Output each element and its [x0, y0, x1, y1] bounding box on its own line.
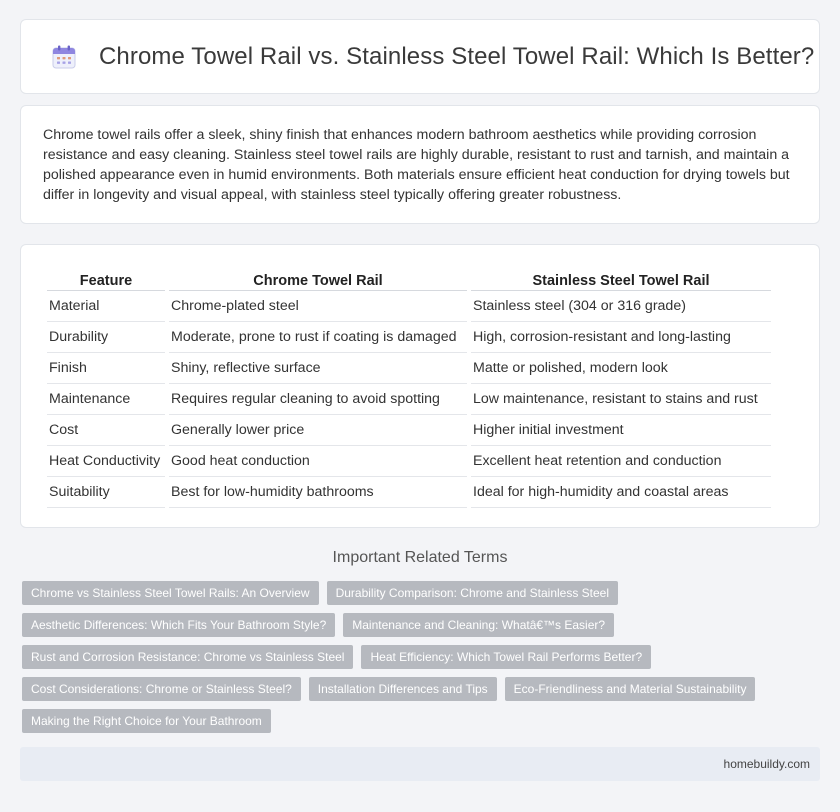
table-row — [47, 415, 771, 446]
comparison-table-card — [20, 244, 820, 528]
footer-site-link[interactable]: homebuildy.com — [723, 757, 810, 771]
table-row — [47, 353, 771, 384]
table-row — [47, 477, 771, 508]
related-term-tag[interactable]: Installation Differences and Tips — [309, 677, 497, 701]
summary-card — [20, 105, 820, 224]
table-cell: Moderate, prone to rust if coating is damaged — [169, 322, 467, 353]
related-term-tag[interactable]: Cost Considerations: Chrome or Stainless Steel? — [22, 677, 301, 701]
table-cell: Requires regular cleaning to avoid spotting — [169, 384, 467, 415]
related-term-tag[interactable]: Eco-Friendliness and Material Sustainability — [505, 677, 756, 701]
table-cell: Suitability — [47, 477, 165, 508]
table-row — [47, 291, 771, 322]
page-title: Chrome Towel Rail vs. Stainless Steel Towel Rail: Which Is Better? — [99, 42, 815, 70]
table-cell: Finish — [47, 353, 165, 384]
related-term-tag[interactable]: Maintenance and Cleaning: Whatâ€™s Easier? — [343, 613, 614, 637]
table-cell: Chrome-plated steel — [169, 291, 467, 322]
tag-row — [22, 613, 802, 637]
table-cell: Heat Conductivity — [47, 446, 165, 477]
table-cell: Material — [47, 291, 165, 322]
related-term-tag[interactable]: Aesthetic Differences: Which Fits Your Bathroom Style? — [22, 613, 335, 637]
table-cell: Low maintenance, resistant to stains and rust — [471, 384, 771, 415]
tag-row — [22, 709, 802, 733]
tag-row — [22, 581, 802, 605]
table-cell: Ideal for high-humidity and coastal areas — [471, 477, 771, 508]
tag-row — [22, 645, 802, 669]
header-chrome: Chrome Towel Rail — [169, 265, 467, 291]
related-terms-list — [22, 581, 802, 741]
table-cell: Excellent heat retention and conduction — [471, 446, 771, 477]
table-cell: Higher initial investment — [471, 415, 771, 446]
table-row — [47, 384, 771, 415]
header-feature: Feature — [47, 265, 165, 291]
related-term-tag[interactable]: Rust and Corrosion Resistance: Chrome vs Stainless Steel — [22, 645, 353, 669]
table-header-row — [47, 265, 771, 291]
summary-text: Chrome towel rails offer a sleek, shiny finish that enhances modern bathroom aesthetics while providing corrosion resistance and easy cleaning. Stainless steel towel rails are highly durable, resistant to rust and tarnish, and maintain a polished appearance even in humid environments. Both materials ensure efficient heat conduction for drying towels but differ in longevity and visual appeal, with stainless steel typically offering greater robustness. — [43, 127, 790, 203]
table-cell: Best for low-humidity bathrooms — [169, 477, 467, 508]
table-cell: Good heat conduction — [169, 446, 467, 477]
table-cell: Shiny, reflective surface — [169, 353, 467, 384]
header-stainless: Stainless Steel Towel Rail — [471, 265, 771, 291]
related-term-tag[interactable]: Heat Efficiency: Which Towel Rail Performs Better? — [361, 645, 651, 669]
table-cell: Generally lower price — [169, 415, 467, 446]
table-cell: Matte or polished, modern look — [471, 353, 771, 384]
table-row — [47, 322, 771, 353]
table-row — [47, 446, 771, 477]
calendar-icon — [51, 44, 77, 70]
table-cell: High, corrosion-resistant and long-lasting — [471, 322, 771, 353]
table-cell: Maintenance — [47, 384, 165, 415]
table-cell: Durability — [47, 322, 165, 353]
table-cell: Cost — [47, 415, 165, 446]
header-card — [20, 19, 820, 94]
footer — [20, 747, 820, 781]
related-term-tag[interactable]: Making the Right Choice for Your Bathroom — [22, 709, 271, 733]
related-terms-title: Important Related Terms — [332, 549, 508, 566]
related-term-tag[interactable]: Chrome vs Stainless Steel Towel Rails: An Overview — [22, 581, 319, 605]
tag-row — [22, 677, 802, 701]
related-term-tag[interactable]: Durability Comparison: Chrome and Stainless Steel — [327, 581, 618, 605]
comparison-table — [43, 265, 775, 508]
table-cell: Stainless steel (304 or 316 grade) — [471, 291, 771, 322]
